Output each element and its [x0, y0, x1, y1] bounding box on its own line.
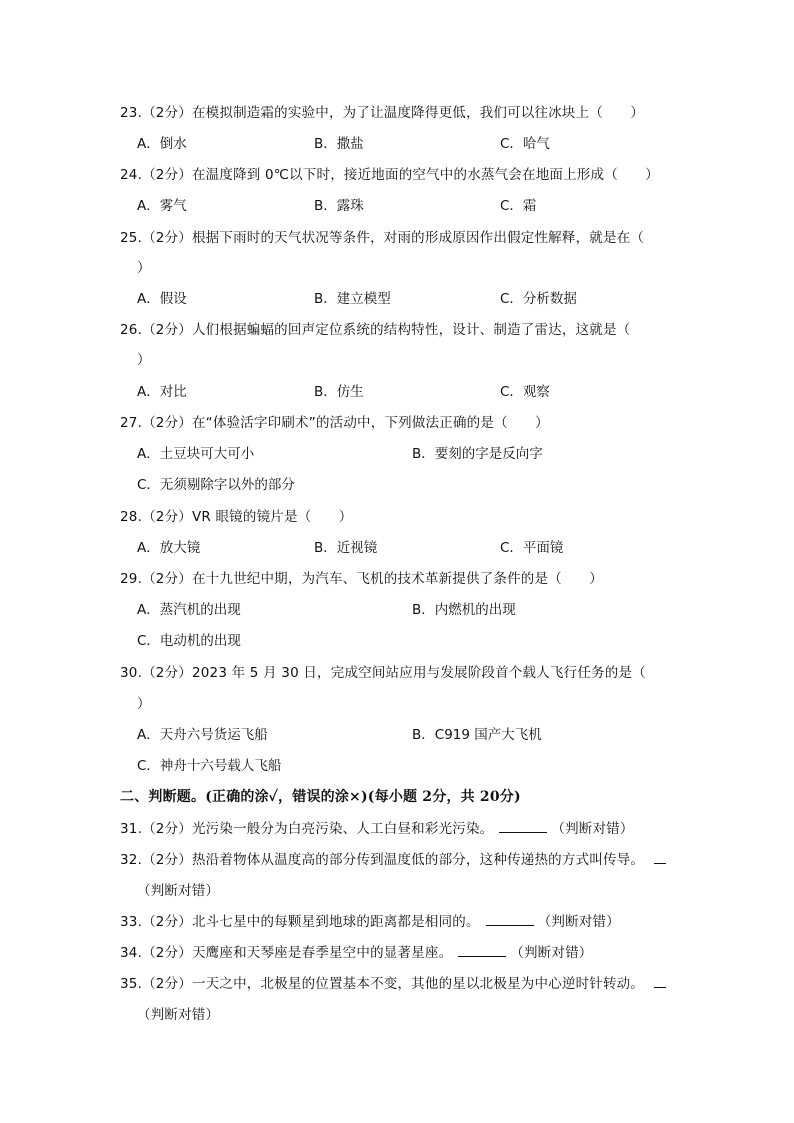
question-score: （2分） [142, 852, 192, 868]
question-number: 28. [120, 509, 143, 525]
question-text: 根据下雨时的天气状况等条件，对雨的形成原因作出假定性解释，就是在（ [191, 230, 645, 246]
option-c: C．无须剔除字以外的部分 [137, 477, 295, 493]
question-score: （2分） [142, 665, 192, 681]
option-a: A．放大镜 [137, 540, 201, 556]
option-a: A．倒水 [137, 136, 187, 152]
option-a: A．蒸汽机的出现 [137, 602, 241, 618]
question-31 [120, 820, 634, 838]
question-text: VR 眼镜的镜片是（ ） [191, 509, 353, 525]
question-score: （2分） [142, 415, 192, 431]
option-b: B．C919 国产大飞机 [412, 727, 542, 743]
question-score: （2分） [142, 821, 192, 837]
answer-blank[interactable] [654, 975, 666, 988]
question-number: 35. [120, 976, 143, 992]
question-text: 北斗七星中的每颗星到地球的距离都是相同的。 [191, 914, 480, 930]
question-number: 23. [120, 105, 143, 121]
option-a: A．土豆块可大可小 [137, 446, 255, 462]
question-suffix: （判断对错） [137, 1007, 220, 1023]
question-24 [120, 166, 659, 184]
question-number: 30. [120, 665, 143, 681]
question-suffix: （判断对错） [537, 914, 620, 930]
question-number: 31. [120, 821, 143, 837]
option-b: B．露珠 [314, 198, 364, 214]
option-a: A．天舟六号货运飞船 [137, 727, 268, 743]
option-c: C．观察 [500, 384, 550, 400]
question-number: 24. [120, 167, 143, 183]
question-score: （2分） [142, 322, 192, 338]
option-c: C．平面镜 [500, 540, 564, 556]
question-number: 25. [120, 230, 143, 246]
question-suffix: （判断对错） [510, 945, 593, 961]
option-c: C．神舟十六号载人飞船 [137, 758, 282, 774]
question-text: 在“体验活字印刷术”的活动中，下列做法正确的是（ ） [191, 415, 549, 431]
question-27 [120, 414, 549, 432]
option-a: A．对比 [137, 384, 187, 400]
question-number: 26. [120, 322, 143, 338]
question-score: （2分） [142, 571, 192, 587]
question-34 [120, 944, 592, 962]
question-continuation: ） [137, 260, 151, 276]
section-heading: 二、判断题。(正确的涂✓，错误的涂×)(每小题 2分，共 20分) [120, 789, 521, 805]
answer-blank[interactable] [486, 913, 534, 926]
question-continuation: ） [137, 352, 151, 368]
question-29 [120, 570, 603, 588]
question-text: 光污染一般分为白亮污染、人工白昼和彩光污染。 [191, 821, 494, 837]
question-25 [120, 229, 644, 247]
question-suffix: （判断对错） [551, 821, 634, 837]
question-suffix: （判断对错） [137, 883, 220, 899]
question-score: （2分） [142, 509, 192, 525]
question-continuation: ） [137, 696, 151, 712]
question-text: 在十九世纪中期，为汽车、飞机的技术革新提供了条件的是（ ） [191, 571, 603, 587]
question-32 [120, 851, 666, 869]
option-b: B．近视镜 [314, 540, 378, 556]
answer-blank[interactable] [654, 851, 666, 864]
option-b: B．要刻的字是反向字 [412, 446, 543, 462]
question-score: （2分） [142, 230, 192, 246]
question-text: 一天之中，北极星的位置基本不变，其他的星以北极星为中心逆时针转动。 [191, 976, 645, 992]
answer-blank[interactable] [499, 820, 547, 833]
option-b: B．建立模型 [314, 291, 391, 307]
question-number: 32. [120, 852, 143, 868]
option-c: C．哈气 [500, 136, 550, 152]
question-28 [120, 508, 352, 526]
question-score: （2分） [142, 914, 192, 930]
question-text: 在温度降到 0℃以下时，接近地面的空气中的水蒸气会在地面上形成（ ） [191, 167, 660, 183]
question-number: 29. [120, 571, 143, 587]
option-b: B．仿生 [314, 384, 364, 400]
question-35 [120, 975, 666, 993]
option-b: B．撒盐 [314, 136, 364, 152]
option-c: C．霜 [500, 198, 537, 214]
option-c: C．分析数据 [500, 291, 577, 307]
question-text: 在模拟制造霜的实验中，为了让温度降得更低，我们可以往冰块上（ ） [191, 105, 645, 121]
question-score: （2分） [142, 945, 192, 961]
question-number: 27. [120, 415, 143, 431]
question-text: 天鹰座和天琴座是春季星空中的显著星座。 [191, 945, 453, 961]
option-b: B．内燃机的出现 [412, 602, 516, 618]
question-number: 33. [120, 914, 143, 930]
question-text: 2023 年 5 月 30 日，完成空间站应用与发展阶段首个载人飞行任务的是（ [191, 665, 646, 681]
option-a: A．雾气 [137, 198, 187, 214]
question-score: （2分） [142, 167, 192, 183]
option-a: A．假设 [137, 291, 187, 307]
answer-blank[interactable] [458, 944, 506, 957]
option-c: C．电动机的出现 [137, 633, 241, 649]
question-text: 人们根据蝙蝠的回声定位系统的结构特性，设计、制造了雷达，这就是（ [191, 322, 631, 338]
question-number: 34. [120, 945, 143, 961]
question-26 [120, 321, 630, 339]
question-score: （2分） [142, 976, 192, 992]
question-23 [120, 104, 644, 122]
question-text: 热沿着物体从温度高的部分传到温度低的部分，这种传递热的方式叫传导。 [191, 852, 645, 868]
question-33 [120, 913, 620, 931]
question-score: （2分） [142, 105, 192, 121]
question-30 [120, 664, 646, 682]
